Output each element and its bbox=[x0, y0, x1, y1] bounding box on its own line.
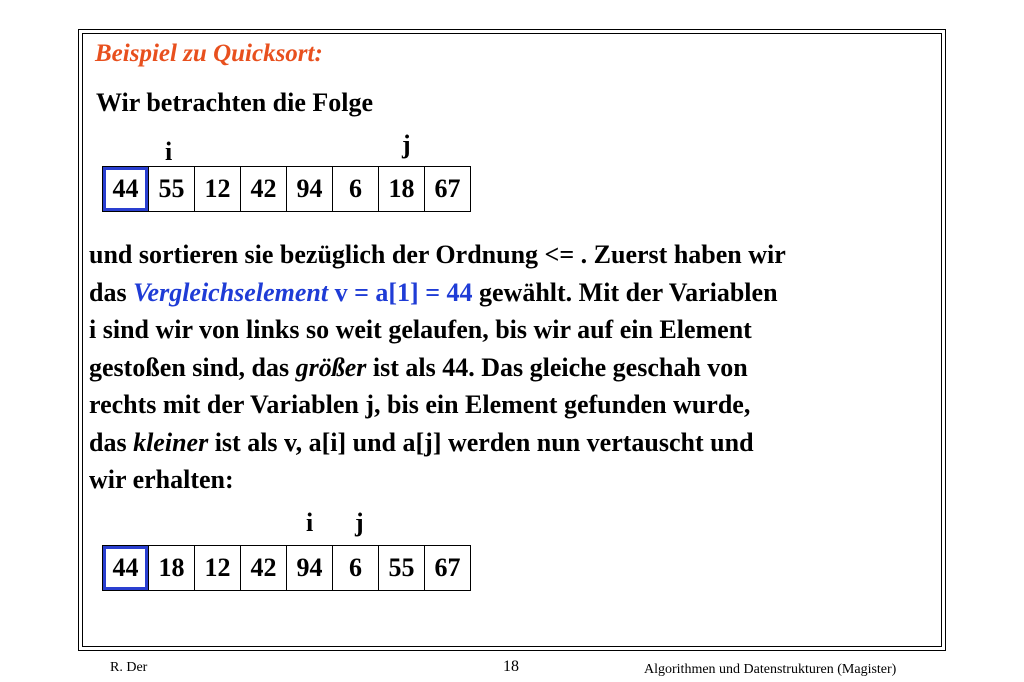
array-cell: 18 bbox=[148, 545, 195, 591]
text-segment: gewählt. Mit der Variablen bbox=[472, 277, 778, 307]
array-cell: 42 bbox=[240, 166, 287, 212]
footer-author: R. Der bbox=[110, 660, 148, 675]
emphasis-smaller: kleiner bbox=[133, 427, 209, 457]
array-cell: 6 bbox=[332, 166, 379, 212]
array-cell: 6 bbox=[332, 545, 379, 591]
array-cell: 94 bbox=[286, 166, 333, 212]
emphasis-greater: größer bbox=[295, 352, 367, 382]
slide-title: Beispiel zu Quicksort: bbox=[95, 40, 323, 67]
array-cell: 18 bbox=[378, 166, 425, 212]
paragraph-line: und sortieren sie bezüglich der Ordnung <= . Zuerst haben wir bbox=[89, 240, 786, 269]
array-cell: 67 bbox=[424, 545, 471, 591]
text-segment: gestoßen sind, das bbox=[89, 352, 296, 382]
paragraph-line: rechts mit der Variablen j, bis ein Element gefunden wurde, bbox=[89, 390, 751, 419]
paragraph-line bbox=[89, 424, 939, 462]
array-cell: 12 bbox=[194, 545, 241, 591]
pointer-j-label: j bbox=[355, 508, 364, 537]
footer-course: Algorithmen und Datenstrukturen (Magister) bbox=[644, 662, 897, 677]
paragraph-line: i sind wir von links so weit gelaufen, bis wir auf ein Element bbox=[89, 315, 752, 344]
text-segment: das bbox=[89, 427, 134, 457]
explanation-paragraph bbox=[89, 236, 939, 499]
array-cell-pivot: 44 bbox=[102, 545, 149, 591]
array-after-swap bbox=[102, 545, 471, 591]
pivot-term-italic: Vergleichselement bbox=[133, 277, 329, 307]
array-before-swap bbox=[102, 166, 471, 212]
pivot-definition: v = a[1] = 44 bbox=[328, 277, 473, 307]
pointer-i-label: i bbox=[306, 508, 314, 537]
pointer-j-label: j bbox=[402, 130, 411, 159]
paragraph-line bbox=[89, 349, 939, 387]
footer-page-number: 18 bbox=[503, 658, 519, 675]
array-cell: 94 bbox=[286, 545, 333, 591]
array-cell: 55 bbox=[148, 166, 195, 212]
pivot-term bbox=[133, 278, 472, 307]
paragraph-line bbox=[89, 274, 939, 312]
array-cell: 12 bbox=[194, 166, 241, 212]
intro-text: Wir betrachten die Folge bbox=[96, 88, 374, 117]
text-segment: ist als v, a[i] und a[j] werden nun vertauscht und bbox=[208, 427, 754, 457]
array-cell: 42 bbox=[240, 545, 287, 591]
pointer-i-label: i bbox=[165, 137, 173, 166]
array-cell: 67 bbox=[424, 166, 471, 212]
text-segment: ist als 44. Das gleiche geschah von bbox=[366, 352, 748, 382]
paragraph-line: wir erhalten: bbox=[89, 465, 234, 494]
array-cell-pivot: 44 bbox=[102, 166, 149, 212]
text-segment: das bbox=[89, 277, 134, 307]
array-cell: 55 bbox=[378, 545, 425, 591]
